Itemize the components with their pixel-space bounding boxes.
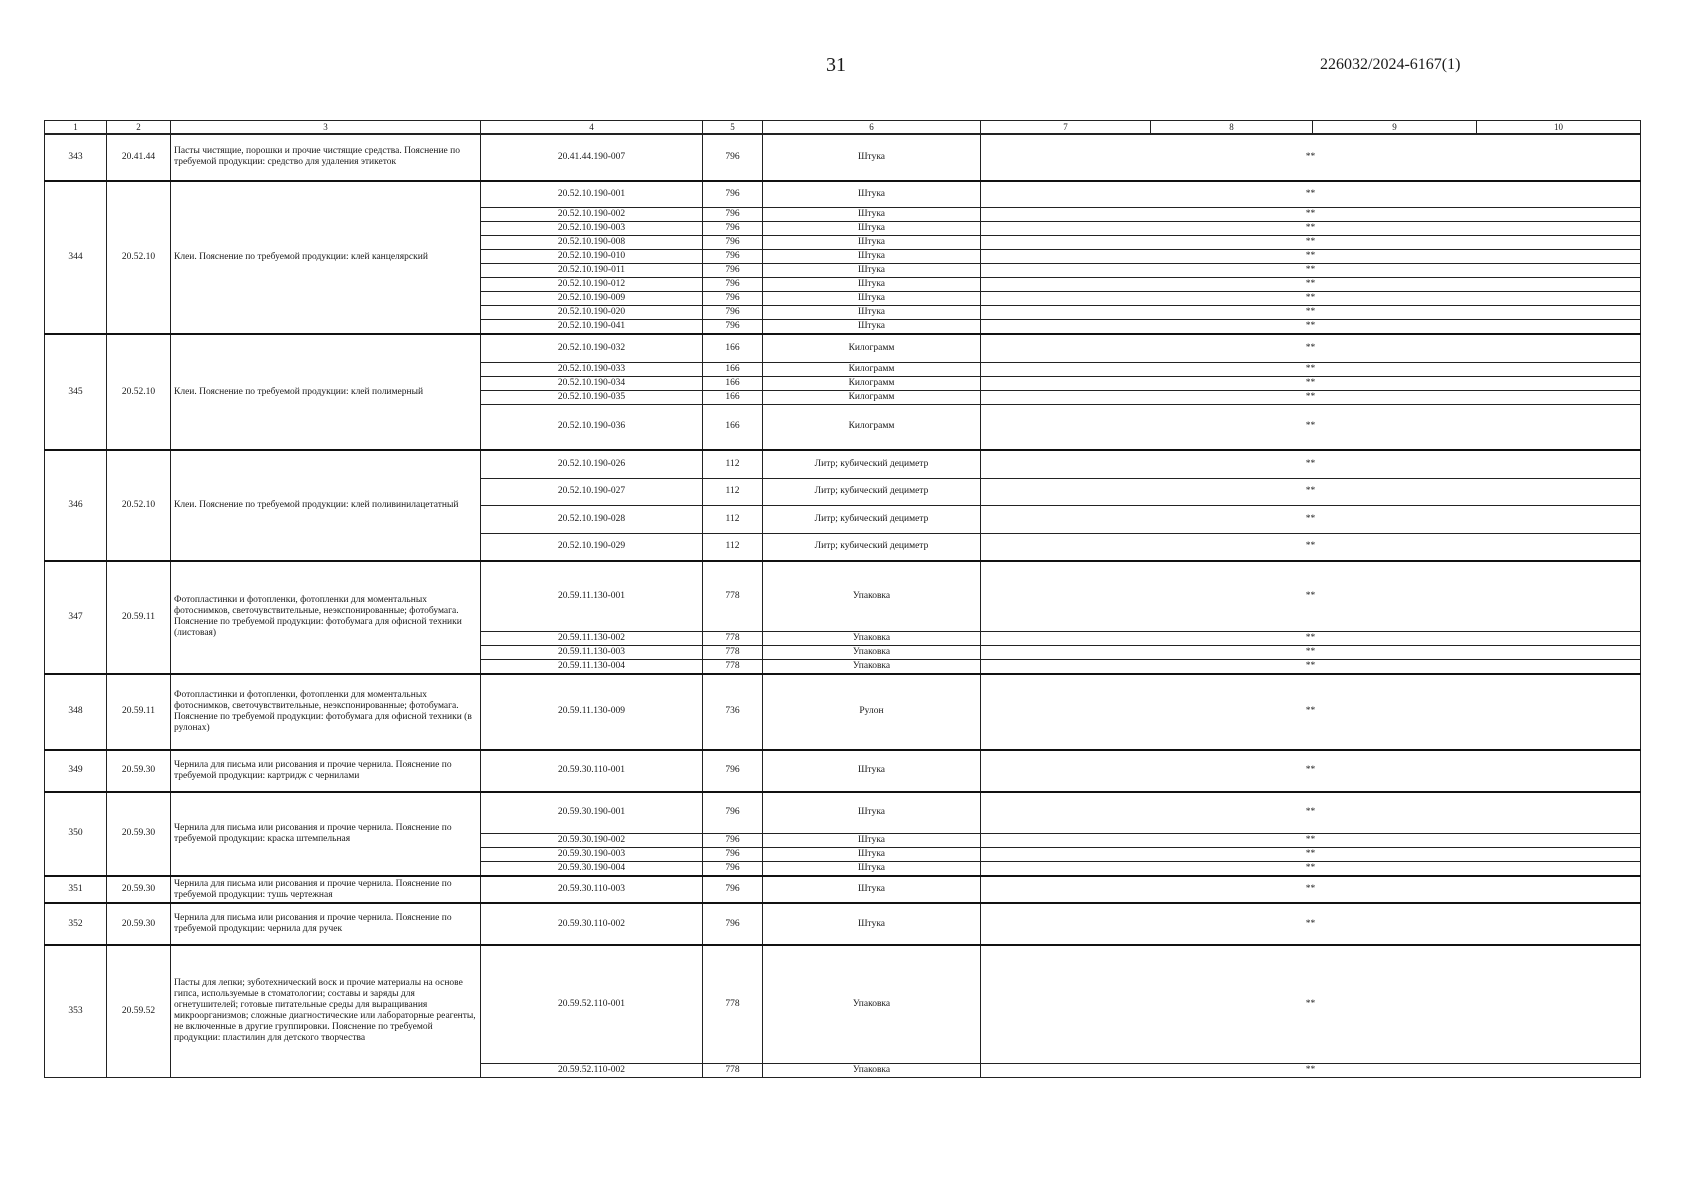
okei-code: 778 [703,645,763,659]
ktru-code: 20.59.30.110-003 [481,876,703,903]
column-header-9: 9 [1313,121,1477,134]
ktru-code: 20.52.10.190-026 [481,450,703,478]
ktru-code: 20.52.10.190-002 [481,208,703,222]
ktru-code: 20.52.10.190-020 [481,306,703,320]
ktru-code: 20.52.10.190-001 [481,181,703,208]
okei-code: 796 [703,208,763,222]
unit-name: Упаковка [763,945,981,1063]
unit-name: Литр; кубический дециметр [763,450,981,478]
restriction-mark: ** [981,848,1641,862]
table-row [45,903,1641,945]
unit-name: Штука [763,250,981,264]
table-row [45,792,1641,834]
unit-name: Штука [763,236,981,250]
restriction-mark: ** [981,250,1641,264]
unit-name: Штука [763,320,981,335]
okei-code: 778 [703,945,763,1063]
product-description: Чернила для письма или рисования и прочие чернила. Пояснение по требуемой продукции: чернила для ручек [171,903,481,945]
unit-name: Килограмм [763,404,981,450]
okpd-code: 20.59.30 [107,792,171,877]
product-description: Пасты для лепки; зуботехнический воск и прочие материалы на основе гипса, используемые в стоматологии; составы и заряды для огнетушителей; готовые питательные среды для выращивания микроорганизмов; сложные диагностические или лабораторные реагенты, не включенные в другие группировки. Пояснение по требуемой продукции: пластилин для детского творчества [171,945,481,1077]
product-description: Чернила для письма или рисования и прочие чернила. Пояснение по требуемой продукции: тушь чертежная [171,876,481,903]
restriction-mark: ** [981,450,1641,478]
ktru-code: 20.52.10.190-033 [481,362,703,376]
unit-name: Штука [763,278,981,292]
row-number: 350 [45,792,107,877]
row-number: 343 [45,135,107,181]
restriction-mark: ** [981,903,1641,945]
okei-code: 736 [703,674,763,750]
ktru-code: 20.59.11.130-001 [481,561,703,631]
restriction-mark: ** [981,659,1641,674]
okei-code: 796 [703,264,763,278]
unit-name: Упаковка [763,659,981,674]
column-header-7: 7 [981,121,1151,134]
okei-code: 796 [703,250,763,264]
okei-code: 166 [703,376,763,390]
ktru-code: 20.59.30.110-002 [481,903,703,945]
table-row [45,945,1641,1063]
okei-code: 796 [703,181,763,208]
okei-code: 796 [703,278,763,292]
restriction-mark: ** [981,264,1641,278]
restriction-mark: ** [981,945,1641,1063]
unit-name: Штука [763,181,981,208]
okei-code: 166 [703,390,763,404]
okei-code: 112 [703,450,763,478]
restriction-mark: ** [981,631,1641,645]
unit-name: Литр; кубический дециметр [763,505,981,533]
restriction-mark: ** [981,135,1641,181]
ktru-code: 20.59.52.110-001 [481,945,703,1063]
okei-code: 166 [703,404,763,450]
ktru-code: 20.59.11.130-009 [481,674,703,750]
okei-code: 796 [703,834,763,848]
restriction-mark: ** [981,1063,1641,1077]
okei-code: 796 [703,306,763,320]
product-description: Чернила для письма или рисования и прочие чернила. Пояснение по требуемой продукции: краска штемпельная [171,792,481,877]
unit-name: Штука [763,292,981,306]
ktru-code: 20.59.30.190-003 [481,848,703,862]
okpd-code: 20.52.10 [107,181,171,335]
restriction-mark: ** [981,674,1641,750]
unit-name: Килограмм [763,390,981,404]
unit-name: Упаковка [763,631,981,645]
unit-name: Килограмм [763,334,981,362]
column-header-8: 8 [1151,121,1313,134]
column-header-1: 1 [45,121,107,134]
column-header-10: 10 [1477,121,1641,134]
unit-name: Штука [763,306,981,320]
okei-code: 796 [703,222,763,236]
ktru-code: 20.59.52.110-002 [481,1063,703,1077]
okei-code: 796 [703,750,763,792]
product-description: Фотопластинки и фотопленки, фотопленки для моментальных фотоснимков, светочувствительные, неэкспонированные; фотобумага. Пояснение по требуемой продукции: фотобумага для офисной техники (в рулонах) [171,674,481,750]
document-id: 226032/2024-6167(1) [1320,56,1461,73]
ktru-code: 20.59.30.190-004 [481,862,703,877]
okei-code: 796 [703,862,763,877]
unit-name: Штука [763,903,981,945]
ktru-code: 20.59.11.130-004 [481,659,703,674]
row-number: 344 [45,181,107,335]
restriction-mark: ** [981,645,1641,659]
column-header-3: 3 [171,121,481,134]
row-number: 346 [45,450,107,561]
unit-name: Упаковка [763,1063,981,1077]
okpd-code: 20.59.52 [107,945,171,1077]
page-number: 31 [826,54,846,76]
ktru-code: 20.52.10.190-036 [481,404,703,450]
unit-name: Литр; кубический дециметр [763,533,981,561]
unit-name: Штука [763,792,981,834]
okpd-code: 20.52.10 [107,450,171,561]
ktru-code: 20.59.11.130-003 [481,645,703,659]
ktru-code: 20.52.10.190-008 [481,236,703,250]
ktru-code: 20.52.10.190-035 [481,390,703,404]
unit-name: Рулон [763,674,981,750]
okei-code: 796 [703,792,763,834]
unit-name: Штука [763,135,981,181]
unit-name: Штука [763,876,981,903]
okei-code: 778 [703,659,763,674]
product-description: Клеи. Пояснение по требуемой продукции: клей поливинилацетатный [171,450,481,561]
product-description: Чернила для письма или рисования и прочие чернила. Пояснение по требуемой продукции: картридж с чернилами [171,750,481,792]
restriction-mark: ** [981,306,1641,320]
product-description: Клеи. Пояснение по требуемой продукции: клей канцелярский [171,181,481,335]
unit-name: Штука [763,222,981,236]
unit-name: Штука [763,750,981,792]
table-row [45,135,1641,181]
restriction-mark: ** [981,278,1641,292]
ktru-code: 20.59.30.190-002 [481,834,703,848]
okei-code: 796 [703,848,763,862]
unit-name: Килограмм [763,362,981,376]
column-header-2: 2 [107,121,171,134]
products-table [44,134,1641,1078]
okpd-code: 20.59.30 [107,876,171,903]
okei-code: 112 [703,505,763,533]
ktru-code: 20.41.44.190-007 [481,135,703,181]
ktru-code: 20.52.10.190-012 [481,278,703,292]
ktru-code: 20.52.10.190-041 [481,320,703,335]
unit-name: Литр; кубический дециметр [763,478,981,505]
okei-code: 778 [703,561,763,631]
unit-name: Упаковка [763,645,981,659]
product-description: Фотопластинки и фотопленки, фотопленки для моментальных фотоснимков, светочувствительные, неэкспонированные; фотобумага. Пояснение по требуемой продукции: фотобумага для офисной техники (листовая) [171,561,481,674]
restriction-mark: ** [981,478,1641,505]
restriction-mark: ** [981,505,1641,533]
table-row [45,561,1641,631]
okei-code: 778 [703,1063,763,1077]
restriction-mark: ** [981,334,1641,362]
ktru-code: 20.52.10.190-010 [481,250,703,264]
restriction-mark: ** [981,750,1641,792]
column-header-6: 6 [763,121,981,134]
okei-code: 112 [703,533,763,561]
unit-name: Штука [763,862,981,877]
restriction-mark: ** [981,236,1641,250]
ktru-code: 20.59.11.130-002 [481,631,703,645]
okei-code: 796 [703,292,763,306]
column-header-5: 5 [703,121,763,134]
okpd-code: 20.52.10 [107,334,171,450]
restriction-mark: ** [981,862,1641,877]
restriction-mark: ** [981,876,1641,903]
restriction-mark: ** [981,292,1641,306]
restriction-mark: ** [981,561,1641,631]
products-table-body [45,135,1641,1078]
ktru-code: 20.52.10.190-003 [481,222,703,236]
ktru-code: 20.52.10.190-011 [481,264,703,278]
unit-name: Килограмм [763,376,981,390]
okei-code: 796 [703,135,763,181]
row-number: 345 [45,334,107,450]
row-number: 347 [45,561,107,674]
unit-name: Штука [763,264,981,278]
unit-name: Штука [763,834,981,848]
okpd-code: 20.59.30 [107,750,171,792]
ktru-code: 20.52.10.190-032 [481,334,703,362]
table-row [45,876,1641,903]
restriction-mark: ** [981,390,1641,404]
restriction-mark: ** [981,181,1641,208]
row-number: 348 [45,674,107,750]
restriction-mark: ** [981,533,1641,561]
restriction-mark: ** [981,208,1641,222]
okei-code: 112 [703,478,763,505]
ktru-code: 20.52.10.190-028 [481,505,703,533]
restriction-mark: ** [981,362,1641,376]
table-row [45,181,1641,208]
okei-code: 778 [703,631,763,645]
okei-code: 166 [703,334,763,362]
okei-code: 796 [703,903,763,945]
column-header-4: 4 [481,121,703,134]
unit-name: Штука [763,208,981,222]
table-row [45,750,1641,792]
okei-code: 166 [703,362,763,376]
restriction-mark: ** [981,222,1641,236]
ktru-code: 20.52.10.190-027 [481,478,703,505]
ktru-code: 20.59.30.190-001 [481,792,703,834]
row-number: 349 [45,750,107,792]
okpd-code: 20.59.30 [107,903,171,945]
okei-code: 796 [703,236,763,250]
restriction-mark: ** [981,376,1641,390]
unit-name: Штука [763,848,981,862]
unit-name: Упаковка [763,561,981,631]
row-number: 351 [45,876,107,903]
registry-sheet [44,120,1640,1078]
ktru-code: 20.52.10.190-034 [481,376,703,390]
table-row [45,674,1641,750]
restriction-mark: ** [981,404,1641,450]
product-description: Клеи. Пояснение по требуемой продукции: клей полимерный [171,334,481,450]
row-number: 352 [45,903,107,945]
ktru-code: 20.59.30.110-001 [481,750,703,792]
table-row [45,450,1641,478]
okpd-code: 20.59.11 [107,674,171,750]
okpd-code: 20.59.11 [107,561,171,674]
restriction-mark: ** [981,792,1641,834]
okei-code: 796 [703,876,763,903]
okei-code: 796 [703,320,763,335]
product-description: Пасты чистящие, порошки и прочие чистящие средства. Пояснение по требуемой продукции: средство для удаления этикеток [171,135,481,181]
okpd-code: 20.41.44 [107,135,171,181]
column-header-row [44,120,1641,134]
restriction-mark: ** [981,834,1641,848]
ktru-code: 20.52.10.190-029 [481,533,703,561]
ktru-code: 20.52.10.190-009 [481,292,703,306]
row-number: 353 [45,945,107,1077]
restriction-mark: ** [981,320,1641,335]
table-row [45,334,1641,362]
